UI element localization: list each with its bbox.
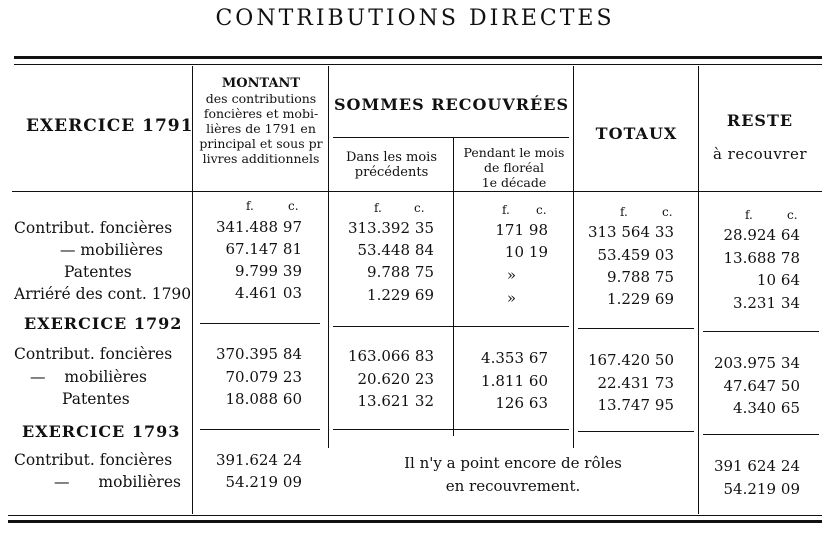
- bottom-rule-thick: [8, 520, 822, 523]
- top-rule-thin: [14, 64, 822, 65]
- totaux-heading: TOTAUX: [595, 124, 678, 143]
- row-1791-1-montant-f: 67.147: [225, 240, 278, 258]
- floreal-line-3: 1e décade: [481, 175, 547, 190]
- row-1791-1-label: — mobilières: [60, 241, 163, 259]
- montant-line-1: des contributions: [205, 91, 317, 106]
- row-1792-0-totaux-f: 167.420: [587, 351, 650, 369]
- row-1791-1-floreal-c: 19: [528, 243, 548, 261]
- row-1791-0-totaux-c: 33: [654, 223, 674, 241]
- row-1791-2-totaux-c: 75: [654, 268, 674, 286]
- row-1791-2-montant-c: 39: [282, 262, 302, 280]
- row-1793-0-montant-f: 391.624: [215, 451, 278, 469]
- rule-1793-d: [703, 434, 819, 435]
- row-1792-2-mois-c: 32: [414, 392, 434, 410]
- montant-title: MONTANT: [221, 76, 301, 91]
- unit-f-totaux: f.: [620, 205, 628, 219]
- row-1792-1-label: — mobilières: [30, 368, 147, 386]
- unit-f-montant: f.: [246, 199, 254, 213]
- unit-c-reste: c.: [787, 208, 798, 222]
- mois-precedents-header: [330, 150, 453, 180]
- bottom-rule-thin: [8, 515, 822, 516]
- row-1792-0-mois-c: 83: [414, 347, 434, 365]
- mois-line-2: précédents: [354, 165, 429, 180]
- row-1792-2-reste-f: 4.340: [733, 399, 776, 417]
- montant-line-4: principal et sous pr: [199, 136, 323, 151]
- header-bottom-rule: [12, 191, 822, 192]
- floreal-line-1: Pendant le mois: [463, 145, 565, 160]
- unit-f-reste: f.: [745, 208, 753, 222]
- row-1791-3-reste-c: 34: [780, 294, 800, 312]
- row-1792-0-floreal-c: 67: [528, 349, 548, 367]
- row-1791-3-totaux-c: 69: [654, 290, 674, 308]
- unit-c-totaux: c.: [662, 205, 673, 219]
- row-1792-1-mois-f: 20.620: [357, 370, 410, 388]
- floreal-line-2: de floréal: [483, 160, 545, 175]
- montant-line-5: livres additionnels: [202, 151, 320, 166]
- row-1791-3-mois-c: 69: [414, 286, 434, 304]
- row-1792-2-floreal-c: 63: [528, 394, 548, 412]
- row-1793-0-montant-c: 24: [282, 451, 302, 469]
- unit-f-floreal: f.: [502, 203, 510, 217]
- unit-f-mois: f.: [374, 201, 382, 215]
- exercice-1791-heading: EXERCICE 1791: [26, 116, 194, 136]
- row-1792-0-montant-f: 370.395: [215, 345, 278, 363]
- row-1791-1-mois-c: 84: [414, 241, 434, 259]
- rule-1792-c: [578, 328, 694, 329]
- page-title: CONTRIBUTIONS DIRECTES: [215, 6, 615, 31]
- row-1793-1-reste-f: 54.219: [723, 480, 776, 498]
- row-1791-0-mois-c: 35: [414, 219, 434, 237]
- sommes-underline: [333, 137, 569, 138]
- rule-1792-d: [703, 331, 819, 332]
- row-1792-2-floreal-f: 126: [495, 394, 524, 412]
- col-rule-2: [328, 66, 329, 448]
- sommes-recouvrees-heading: SOMMES RECOUVRÉES: [333, 95, 569, 114]
- row-1792-2-label: Patentes: [62, 390, 130, 408]
- row-1793-0-reste-c: 24: [780, 457, 800, 475]
- row-1791-3-reste-f: 3.231: [733, 294, 776, 312]
- montant-header: [194, 76, 328, 166]
- row-1793-1-label: — mobilières: [54, 473, 181, 491]
- montant-line-3: lières de 1791 en: [206, 121, 316, 136]
- row-1791-0-montant-f: 341.488: [215, 218, 278, 236]
- top-rule-thick: [14, 56, 822, 59]
- row-1791-1-totaux-f: 53.459: [597, 246, 650, 264]
- floreal-header: [455, 145, 573, 190]
- no-roles-note: [330, 452, 696, 498]
- row-1792-2-montant-f: 18.088: [225, 390, 278, 408]
- row-1792-0-label: Contribut. foncières: [14, 345, 173, 363]
- rule-1793-c: [578, 431, 694, 432]
- row-1792-0-floreal-f: 4.353: [481, 349, 524, 367]
- row-1791-3-label: Arriéré des cont. 1790: [14, 285, 192, 303]
- row-1791-2-floreal-f: »: [506, 266, 516, 284]
- row-1792-2-montant-c: 60: [282, 390, 302, 408]
- col-rule-5: [698, 66, 699, 514]
- row-1792-2-mois-f: 13.621: [357, 392, 410, 410]
- row-1791-1-reste-f: 13.688: [723, 249, 776, 267]
- reste-subheading: à recouvrer: [712, 145, 808, 163]
- row-1793-1-montant-f: 54.219: [225, 473, 278, 491]
- row-1791-3-mois-f: 1.229: [367, 286, 410, 304]
- row-1791-0-floreal-c: 98: [528, 221, 548, 239]
- row-1791-2-reste-c: 64: [780, 271, 800, 289]
- unit-c-mois: c.: [414, 201, 425, 215]
- row-1793-1-montant-c: 09: [282, 473, 302, 491]
- row-1791-1-floreal-f: 10: [504, 243, 524, 261]
- row-1792-1-reste-c: 50: [780, 377, 800, 395]
- row-1791-0-floreal-f: 171: [495, 221, 524, 239]
- rule-1793-b: [333, 429, 569, 430]
- row-1791-3-totaux-f: 1.229: [607, 290, 650, 308]
- row-1791-2-label: Patentes: [64, 263, 132, 281]
- row-1791-0-montant-c: 97: [282, 218, 302, 236]
- reste-heading: RESTE: [726, 111, 794, 130]
- row-1791-0-label: Contribut. foncières: [14, 219, 173, 237]
- row-1792-0-reste-f: 203.975: [713, 354, 776, 372]
- row-1791-1-mois-f: 53.448: [357, 241, 410, 259]
- row-1792-2-totaux-c: 95: [654, 396, 674, 414]
- row-1792-1-totaux-c: 73: [654, 374, 674, 392]
- row-1791-0-reste-f: 28.924: [723, 226, 776, 244]
- row-1792-1-floreal-c: 60: [528, 372, 548, 390]
- note-line-1: Il n'y a point encore de rôles: [404, 454, 622, 472]
- row-1791-1-reste-c: 78: [780, 249, 800, 267]
- row-1791-2-mois-f: 9.788: [367, 263, 410, 281]
- row-1791-3-floreal-f: »: [506, 289, 516, 307]
- mois-line-1: Dans les mois: [346, 150, 437, 165]
- row-1792-1-reste-f: 47.647: [723, 377, 776, 395]
- exercice-1792-heading: EXERCICE 1792: [24, 314, 183, 333]
- rule-1793-a: [200, 429, 320, 430]
- row-1792-1-totaux-f: 22.431: [597, 374, 650, 392]
- row-1791-0-totaux-f: 313 564: [587, 223, 650, 241]
- unit-c-floreal: c.: [536, 203, 547, 217]
- exercice-1793-heading: EXERCICE 1793: [22, 422, 181, 441]
- row-1791-1-montant-c: 81: [282, 240, 302, 258]
- row-1793-1-reste-c: 09: [780, 480, 800, 498]
- row-1791-2-mois-c: 75: [414, 263, 434, 281]
- row-1792-1-montant-f: 70.079: [225, 368, 278, 386]
- row-1792-0-reste-c: 34: [780, 354, 800, 372]
- rule-1792-b: [333, 326, 569, 327]
- row-1791-2-totaux-f: 9.788: [607, 268, 650, 286]
- unit-c-montant: c.: [288, 199, 299, 213]
- row-1793-0-reste-f: 391 624: [713, 457, 776, 475]
- row-1792-0-montant-c: 84: [282, 345, 302, 363]
- row-1792-2-totaux-f: 13.747: [597, 396, 650, 414]
- row-1792-0-totaux-c: 50: [654, 351, 674, 369]
- row-1792-0-mois-f: 163.066: [347, 347, 410, 365]
- row-1791-2-montant-f: 9.799: [235, 262, 278, 280]
- row-1792-1-montant-c: 23: [282, 368, 302, 386]
- row-1791-2-reste-f: 10: [756, 271, 776, 289]
- row-1791-3-montant-f: 4.461: [235, 284, 278, 302]
- row-1791-1-totaux-c: 03: [654, 246, 674, 264]
- row-1792-1-mois-c: 23: [414, 370, 434, 388]
- note-line-2: en recouvrement.: [445, 477, 581, 495]
- montant-line-2: foncières et mobi-: [203, 106, 319, 121]
- row-1791-0-mois-f: 313.392: [347, 219, 410, 237]
- rule-1792-a: [200, 323, 320, 324]
- row-1791-0-reste-c: 64: [780, 226, 800, 244]
- row-1792-2-reste-c: 65: [780, 399, 800, 417]
- row-1793-0-label: Contribut. foncières: [14, 451, 173, 469]
- row-1791-3-montant-c: 03: [282, 284, 302, 302]
- row-1792-1-floreal-f: 1.811: [481, 372, 524, 390]
